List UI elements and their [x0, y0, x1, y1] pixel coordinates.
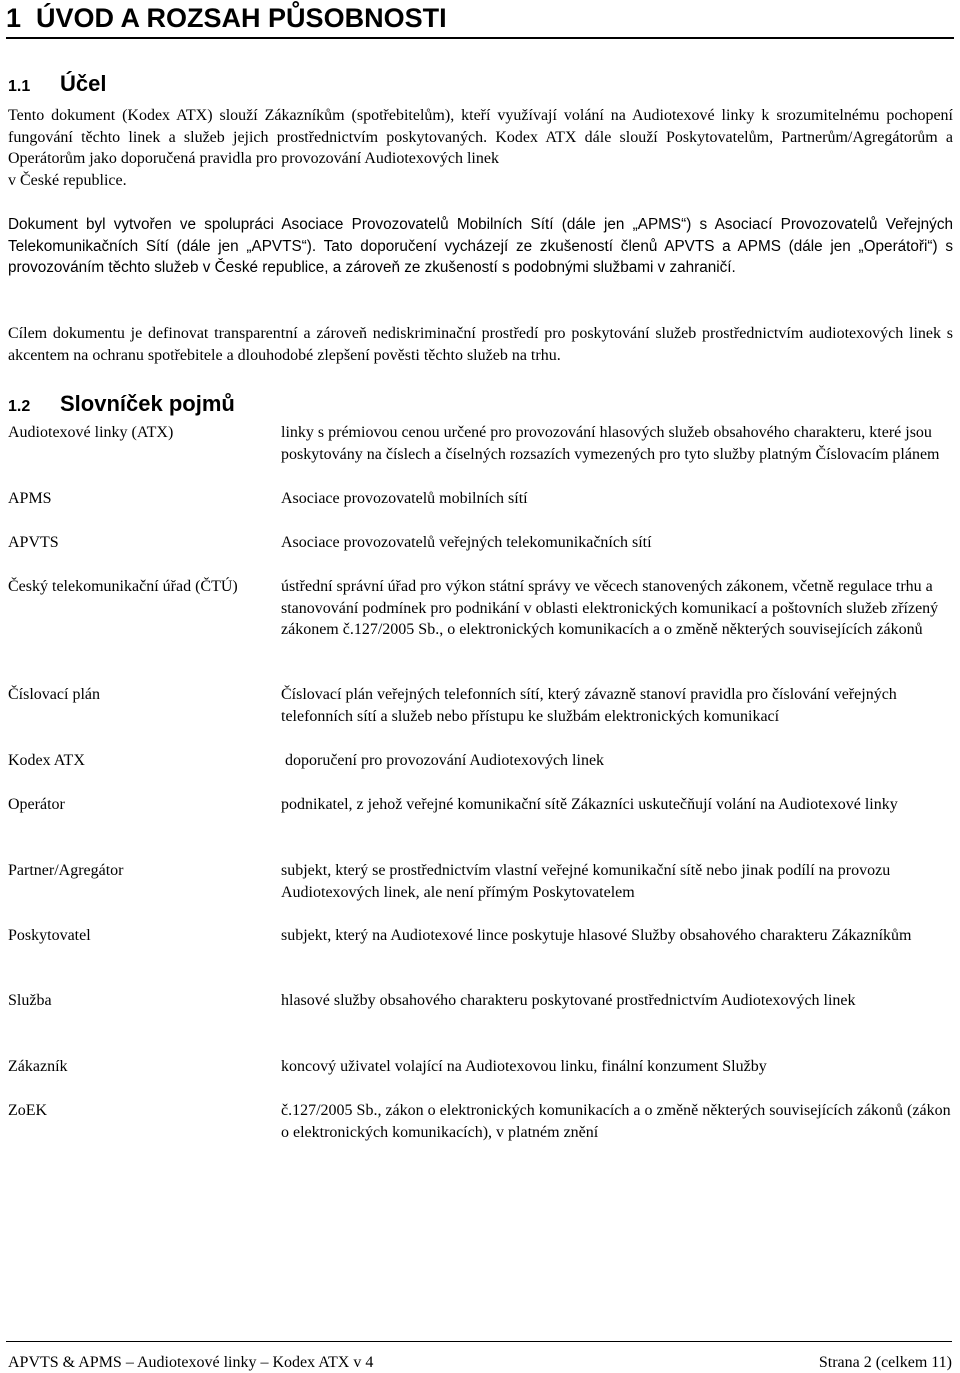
glossary-definition: Asociace provozovatelů veřejných telekomunikačních sítí — [281, 534, 652, 551]
glossary-definition: podnikatel, z jehož veřejné komunikační sítě Zákazníci uskutečňují volání na Audiotexové linky — [281, 796, 898, 813]
chapter-heading — [6, 0, 954, 39]
glossary-definition: Číslovací plán veřejných telefonních sítí, který závazně stanoví pravidla pro číslování veřejných telefonních sítí a služeb nebo přístupu ke službám elektronických komunikací — [281, 686, 897, 725]
paragraph-cooperation: Dokument byl vytvořen ve spolupráci Asociace Provozovatelů Mobilních Sítí (dále jen „APMS“) s Asociací Provozovatelů Veřejných Telekomunikačních Sítí (dále jen „APVTS“). Tato doporučení vycházejí ze zkušeností členů APVTS a APMS (dále jen „Operátoři“) s provozováním těchto služeb v České republice, a zároveň ze zkušeností s podobnými službami v zahraničí. — [8, 216, 953, 277]
glossary-term: ZoEK — [8, 1102, 48, 1119]
section-title: Účel — [60, 71, 107, 96]
glossary-definition: subjekt, který se prostřednictvím vlastní veřejné komunikační sítě nebo jinak podílí na provozu Audiotexových linek, ale není přímým Poskytovatelem — [281, 862, 891, 901]
glossary-definition: Asociace provozovatelů mobilních sítí — [281, 490, 528, 507]
section-heading-glossary — [8, 391, 235, 420]
glossary-definition: hlasové služby obsahového charakteru poskytované prostřednictvím Audiotexových linek — [281, 992, 856, 1009]
glossary-term: Číslovací plán — [8, 686, 100, 703]
chapter-title: ÚVOD A ROZSAH PŮSOBNOSTI — [36, 3, 447, 33]
glossary-term: Partner/Agregátor — [8, 862, 124, 879]
paragraph-purpose — [8, 105, 953, 192]
glossary-term: Český telekomunikační úřad (ČTÚ) — [8, 578, 238, 595]
glossary-definition: subjekt, který na Audiotexové lince poskytuje hlasové Služby obsahového charakteru Zákazníkům — [281, 927, 912, 944]
glossary-term: Zákazník — [8, 1058, 68, 1075]
section-number: 1.2 — [8, 398, 31, 415]
chapter-number: 1 — [6, 3, 22, 33]
glossary-definition: ústřední správní úřad pro výkon státní správy ve věcech stanovených zákonem, včetně regulace trhu a stanovování podmínek pro podnikání v oblasti elektronických komunikací a poštovních služeb zřízený zákonem č.127/2005 Sb., o elektronických komunikacích a o změně některých souvisejících zákonů — [281, 578, 939, 639]
glossary-term: Poskytovatel — [8, 927, 91, 944]
glossary-definition: doporučení pro provozování Audiotexových linek — [281, 752, 605, 769]
glossary-definition: č.127/2005 Sb., zákon o elektronických komunikacích a o změně některých souvisejících zákonů (zákon o elektronických komunikacích), v platném znění — [281, 1102, 951, 1141]
page-footer — [6, 1341, 952, 1371]
glossary-term: Služba — [8, 992, 52, 1009]
paragraph-purpose-body: Tento dokument (Kodex ATX) slouží Zákazníkům (spotřebitelům), kteří využívají volání na Audiotexové linky k srozumitelnému pochopení fungování těchto linek a služeb jejich prostřednictvím poskytovaných. Kodex ATX dále slouží Poskytovatelům, Partnerům/Agregátorům a Operátorům jako doporučená pravidla pro provozování Audiotexových linek — [8, 107, 953, 168]
footer-document-title: APVTS & APMS – Audiotexové linky – Kodex ATX v 4 — [8, 1354, 374, 1371]
section-title: Slovníček pojmů — [60, 391, 235, 416]
footer-page-number: Strana 2 (celkem 11) — [818, 1354, 952, 1371]
section-number: 1.1 — [8, 78, 31, 95]
section-heading-ucel — [8, 71, 106, 100]
glossary-term: Kodex ATX — [8, 752, 85, 769]
paragraph-purpose-end: v České republice. — [8, 172, 127, 190]
glossary-term: APMS — [8, 490, 52, 507]
glossary-definition: koncový uživatel volající na Audiotexovou linku, finální konzument Služby — [281, 1058, 767, 1075]
paragraph-goal: Cílem dokumentu je definovat transparentní a zároveň nediskriminační prostředí pro poskytování služeb prostřednictvím audiotexových linek s akcentem na ochranu spotřebitele a dlouhodobé zlepšení pověsti těchto služeb na trhu. — [8, 325, 953, 364]
glossary-term: APVTS — [8, 534, 59, 551]
glossary-term: Operátor — [8, 796, 65, 813]
glossary-term: Audiotexové linky (ATX) — [8, 424, 174, 441]
glossary-definition: linky s prémiovou cenou určené pro provozování hlasových služeb obsahového charakteru, které jsou poskytovány na číslech a číselných rozsazích vymezených pro tyto služby platným Číslovacím plánem — [281, 424, 940, 463]
